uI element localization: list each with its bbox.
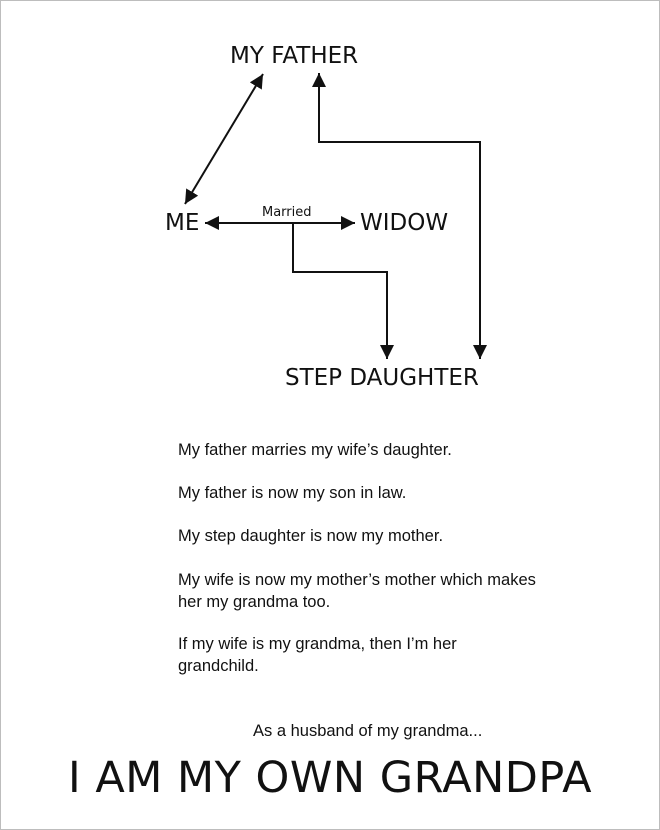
statement-3: My step daughter is now my mother.: [178, 527, 444, 545]
node-me: ME: [165, 210, 200, 236]
statement-4: My wife is now my mother’s mother which makes her my grandma too.: [178, 571, 536, 611]
statement-5: If my wife is my grandma, then I’m her grandchild.: [178, 635, 457, 675]
arrow-marriage-to-step-daughter: [293, 223, 387, 359]
tagline: As a husband of my grandma...: [253, 722, 483, 740]
node-widow: WIDOW: [360, 210, 449, 236]
married-label: Married: [262, 205, 312, 220]
node-step-daughter: STEP DAUGHTER: [285, 365, 479, 391]
headline: I AM MY OWN GRANDPA: [67, 753, 592, 803]
statement-1: My father marries my wife’s daughter.: [178, 441, 452, 459]
node-my-father: MY FATHER: [230, 43, 359, 69]
statement-2: My father is now my son in law.: [178, 484, 407, 502]
arrow-me-father: [185, 74, 263, 204]
